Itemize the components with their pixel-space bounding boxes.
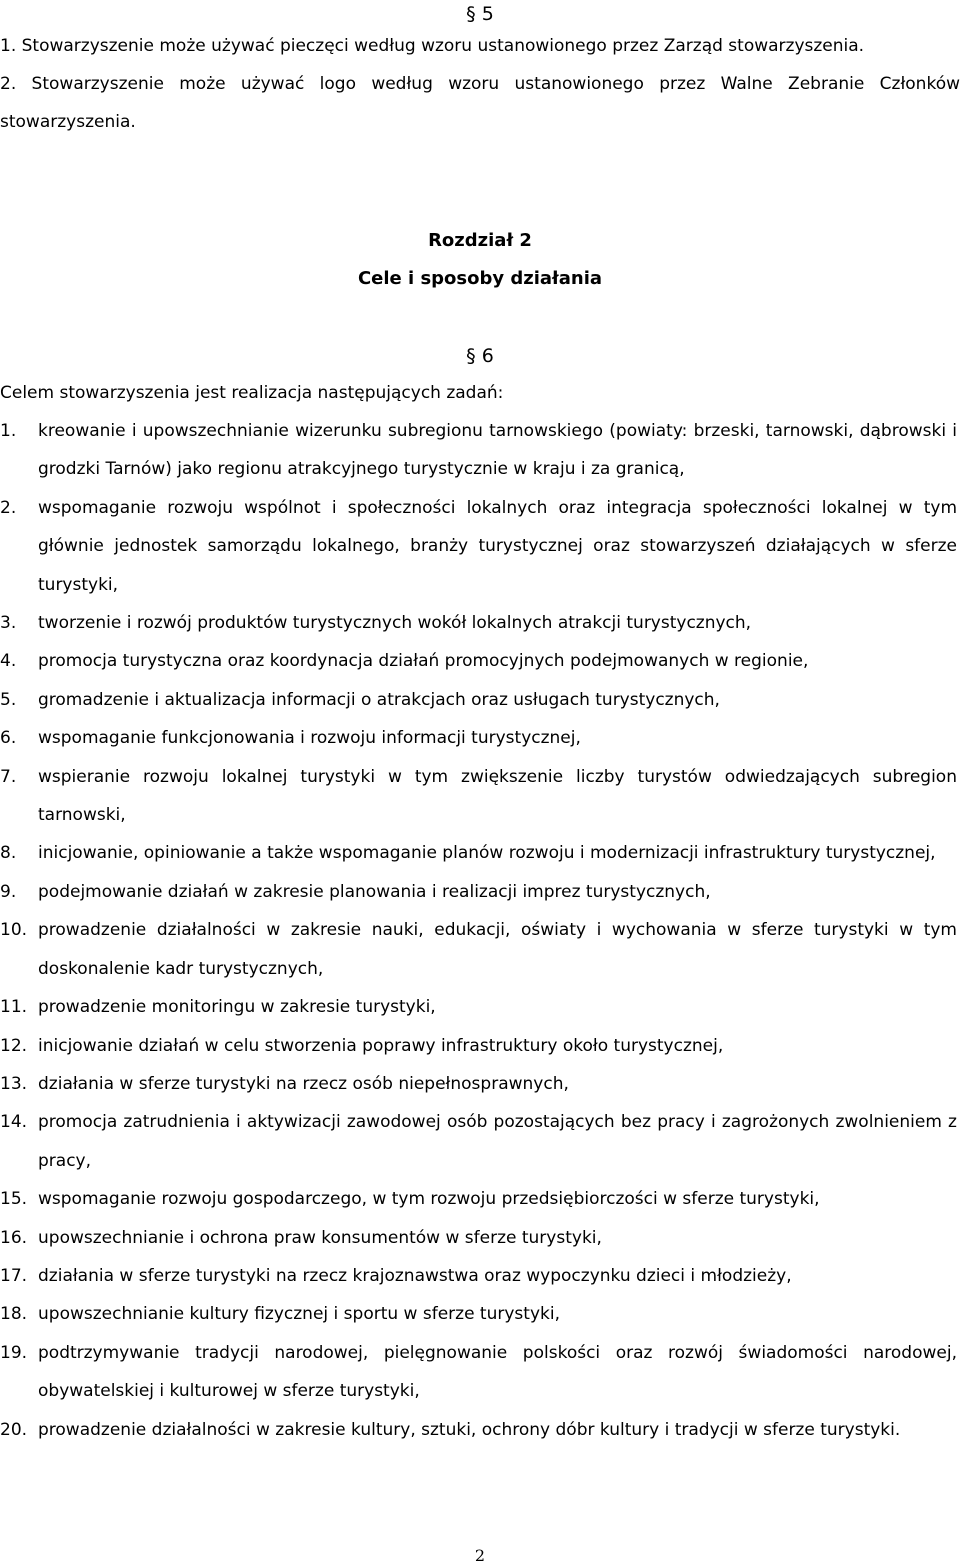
list-item-text: kreowanie i upowszechnianie wizerunku subregionu tarnowskiego (powiaty: brzeski, tarnowski, dąbrowski i grodzki Tarnów) jako regionu atrakcyjnego turystycznie w kraju i za granicą, [38, 421, 957, 480]
section-5-paragraph-2-continuation: stowarzyszenia. [0, 112, 136, 132]
list-item-number: 13. [0, 1073, 28, 1094]
list-item-number: 9. [0, 881, 17, 902]
list-item-text: inicjowanie działań w celu stworzenia poprawy infrastruktury około turystycznej, [38, 1035, 724, 1056]
list-item-text: wspomaganie rozwoju gospodarczego, w tym rozwoju przedsiębiorczości w sferze turystyki, [38, 1189, 820, 1210]
list-item [0, 988, 957, 1026]
list-item-text: podejmowanie działań w zakresie planowania i realizacji imprez turystycznych, [38, 881, 711, 902]
list-item-text: wspomaganie funkcjonowania i rozwoju informacji turystycznej, [38, 728, 581, 749]
list-item-number: 10. [0, 920, 28, 941]
list-item-text: działania w sferze turystyki na rzecz krajoznawstwa oraz wypoczynku dzieci i młodzieży, [38, 1265, 792, 1286]
list-item-number: 6. [0, 728, 17, 749]
list-item [0, 604, 957, 642]
list-item-text: wspieranie rozwoju lokalnej turystyki w tym zwiększenie liczby turystów odwiedzających subregion tarnowski, [38, 766, 957, 826]
section-5-paragraph-1: 1. Stowarzyszenie może używać pieczęci według wzoru ustanowionego przez Zarząd stowarzyszenia. [0, 36, 865, 56]
list-item [0, 834, 957, 872]
section-6-intro-block [0, 374, 960, 412]
list-item-text: prowadzenie działalności w zakresie nauki, edukacji, oświaty i wychowania w sferze turystyki w tym doskonalenie kadr turystycznych, [38, 920, 957, 979]
list-item [0, 1334, 957, 1411]
list-item-number: 14. [0, 1112, 28, 1133]
list-item [0, 1065, 957, 1103]
list-item-text: upowszechnianie i ochrona praw konsumentów w sferze turystyki, [38, 1227, 602, 1248]
task-list [0, 412, 957, 1449]
list-item-number: 2. [0, 497, 17, 518]
chapter-number: Rozdział 2 [428, 230, 532, 251]
list-item-text: tworzenie i rozwój produktów turystycznych wokół lokalnych atrakcji turystycznych, [38, 613, 752, 634]
list-item [0, 1411, 957, 1449]
list-item [0, 489, 957, 604]
list-item-text: promocja turystyczna oraz koordynacja działań promocyjnych podejmowanych w regionie, [38, 651, 809, 672]
list-item [0, 681, 957, 719]
list-item-text: prowadzenie działalności w zakresie kultury, sztuki, ochrony dóbr kultury i tradycji w sferze turystyki. [38, 1419, 901, 1440]
chapter-title: Cele i sposoby działania [357, 268, 603, 289]
section-5-paragraph-2: 2. Stowarzyszenie może używać logo według wzoru ustanowionego przez Walne Zebranie Członków [0, 74, 960, 94]
list-item-text: gromadzenie i aktualizacja informacji o atrakcjach oraz usługach turystycznych, [38, 689, 720, 710]
section-5-body [0, 27, 960, 141]
list-item-number: 7. [0, 766, 17, 787]
list-item-number: 3. [0, 613, 17, 634]
list-item [0, 758, 957, 835]
list-item [0, 412, 957, 489]
list-item-number: 8. [0, 843, 17, 864]
list-item [0, 1103, 957, 1180]
list-item-text: prowadzenie monitoringu w zakresie turystyki, [38, 997, 436, 1018]
list-item-number: 4. [0, 651, 17, 672]
list-item-number: 16. [0, 1227, 28, 1248]
list-item [0, 719, 957, 757]
list-item-text: inicjowanie, opiniowanie a także wspomaganie planów rozwoju i modernizacji infrastruktury turystycznej, [38, 843, 936, 864]
page-number: 2 [474, 1546, 486, 1565]
list-item [0, 1027, 957, 1065]
section-6-heading: § 6 [466, 345, 494, 367]
list-item-number: 11. [0, 997, 28, 1018]
list-item [0, 873, 957, 911]
list-item-number: 17. [0, 1265, 28, 1286]
list-item-number: 19. [0, 1342, 28, 1363]
list-item [0, 911, 957, 988]
list-item-number: 18. [0, 1304, 28, 1325]
list-item [0, 1295, 957, 1333]
list-item-text: upowszechnianie kultury fizycznej i sportu w sferze turystyki, [38, 1304, 560, 1325]
list-item-text: wspomaganie rozwoju wspólnot i społeczności lokalnych oraz integracja społeczności lokalnej w tym głównie jednostek samorządu lokalnego, branży turystycznej oraz stowarzyszeń działających w sferze turystyki, [38, 497, 957, 595]
list-item [0, 642, 957, 680]
list-item-number: 12. [0, 1035, 28, 1056]
list-item-text: działania w sferze turystyki na rzecz osób niepełnosprawnych, [38, 1073, 569, 1094]
list-item-text: podtrzymywanie tradycji narodowej, pielęgnowanie polskości oraz rozwój świadomości narodowej, obywatelskiej i kulturowej w sferze turystyki, [38, 1342, 957, 1402]
section-6-intro: Celem stowarzyszenia jest realizacja następujących zadań: [0, 383, 504, 403]
section-5-heading: § 5 [466, 3, 494, 25]
list-item [0, 1180, 957, 1218]
list-item-number: 5. [0, 689, 17, 710]
list-item [0, 1257, 957, 1295]
list-item-number: 15. [0, 1189, 28, 1210]
list-item-text: promocja zatrudnienia i aktywizacji zawodowej osób pozostających bez pracy i zagrożonych zwolnieniem z pracy, [38, 1112, 957, 1171]
list-item-number: 1. [0, 421, 17, 441]
list-item [0, 1219, 957, 1257]
list-item-number: 20. [0, 1419, 28, 1440]
